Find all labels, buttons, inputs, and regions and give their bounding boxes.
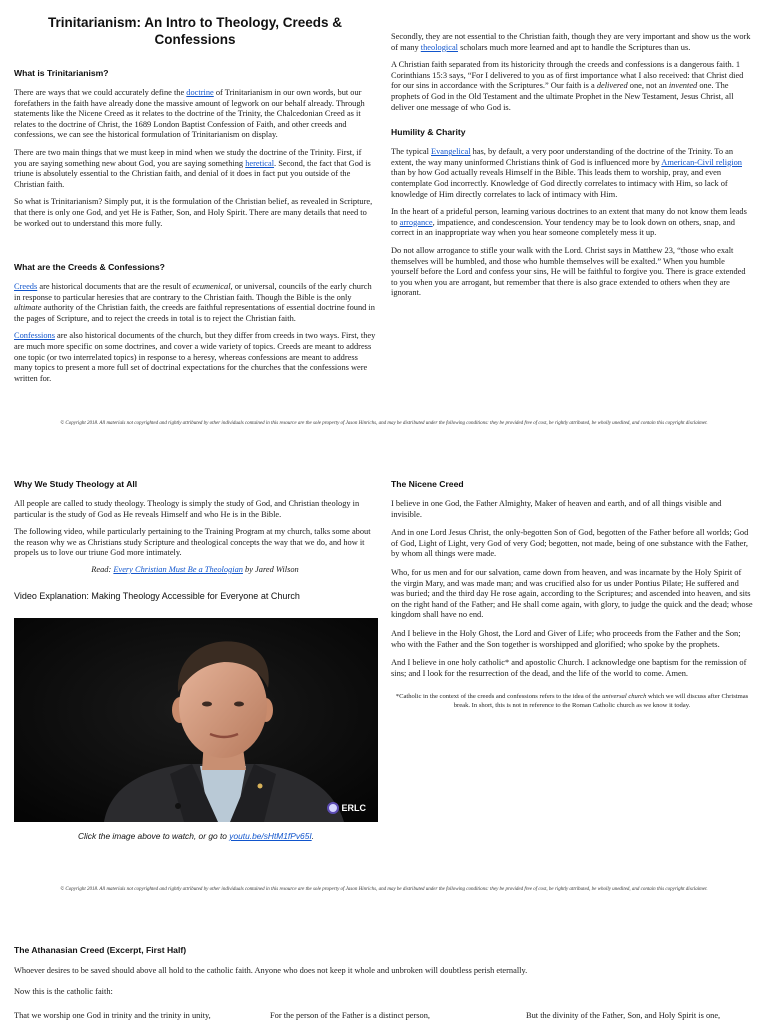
text-run: which we will discuss after Christmas break. In short, this is not in reference to the Roman Catholic church as we know it today. xyxy=(453,693,749,709)
text-run: , impatience, and condescension. Your tendency may be to look down on others, snap, and correct in an inappropriate way when you hear someone completely mess it up. xyxy=(391,217,735,238)
text-run: universal church xyxy=(602,693,647,701)
text-run: scholars much more learned and apt to handle the Scriptures than us. xyxy=(458,42,691,52)
video-link[interactable]: youtu.be/sHtM1fPv65I xyxy=(229,831,312,841)
doctrine-link[interactable]: doctrine xyxy=(186,88,214,97)
paragraph: Now this is the catholic faith: xyxy=(14,986,113,996)
text-run: has, by default, a very poor understanding of the doctrine of the Trinity. To an extent, the way many uninformed Christians think of God is influenced more by xyxy=(391,147,734,167)
paragraph xyxy=(14,148,376,190)
paragraph xyxy=(14,282,376,324)
section-nicene-creed xyxy=(391,479,753,711)
paragraph: Do not allow arrogance to stifle your walk with the Lord. Christ says in Matthew 23, “those who exalt themselves will be humbled, and those who humble themselves will be exalted.” When you humble yourself before the Lord and confess your sins, He will be faithful to forgive you. There is grace extended to you when you are arrogant, but remember that there is also grace extended to others when they are ignorant. xyxy=(391,245,746,298)
text-run: There are two main things that we must keep in mind when we study the doctrine of the Trinity. First, if you are saying something new about God, you are saying something xyxy=(14,147,362,168)
text-run: A Christian faith separated from its historicity through the creeds and confessions is a dangerous faith. 1 Corinthians 15:3 says, “For I delivered to you as of first importance what I also received: that Christ died for our sins in accordance with the Scriptures.” Our faith is a xyxy=(391,60,744,91)
creeds-link[interactable]: Creeds xyxy=(14,282,38,291)
read-recommendation xyxy=(14,565,376,576)
text-run: than by how God actually reveals Himself in the Bible. This leads them to worship, pray, and even contemplate God incorrectly. Knowledge of God directly correlates to intimacy with Him, so lack of knowledge of Him directly correlates to lack of intimacy with Him. xyxy=(391,168,728,199)
paragraph xyxy=(391,60,753,113)
section-heading: What are the Creeds & Confessions? xyxy=(14,262,165,272)
section-creeds-continued xyxy=(391,32,753,299)
erlc-logo xyxy=(327,802,367,814)
section-heading: Why We Study Theology at All xyxy=(14,479,138,489)
text-run: Read: xyxy=(91,564,114,574)
paragraph: I believe in one God, the Father Almighty, Maker of heaven and earth, and of all things visible and invisible. xyxy=(391,499,722,519)
video-title: Video Explanation: Making Theology Accessible for Everyone at Church xyxy=(14,590,300,601)
paragraph xyxy=(391,32,753,53)
text-run: ultimate xyxy=(14,303,42,313)
section-heading: What is Trinitarianism? xyxy=(14,68,109,78)
text-run: are also historical documents of the church, but they differ from creeds in two ways. First, they are much more specific on some doctrines, and cover a wide variety of topics. Creeds are meant to address one topic (or two interrelated topics) in response to a heresy, whereas confessions are meant to address many topics to present a more full set of doctrinal expectations for the churches that the confessions were written for. xyxy=(14,331,376,383)
creed-column-2: For the person of the Father is a distinct person, xyxy=(270,1011,431,1020)
copyright-disclaimer: © Copyright 2018. All materials not copyrighted and rightly attributed by other individuals contained in this resource are the sole property of Jason Hinrichs, and may be distributed under the following conditions: they be provided free of cost, be rightly attributed, be wholly unedited, and contain this copyright disclaimer. xyxy=(60,421,708,426)
logo-mark-icon xyxy=(327,802,339,814)
creed-column-3: But the divinity of the Father, Son, and Holy Spirit is one, xyxy=(526,1011,721,1020)
paragraph: And in one Lord Jesus Christ, the only-begotten Son of God, begotten of the Father before all worlds; God of God, Light of Light, very God of very God; begotten, not made, being of one substance with the Father, by whom all things were made. xyxy=(391,528,749,559)
evangelical-link[interactable]: Evangelical xyxy=(431,147,471,157)
paragraph xyxy=(391,147,753,200)
paragraph: Who, for us men and for our salvation, came down from heaven, and was incarnate by the Holy Spirit of the virgin Mary, and was made man; and was crucified also for us under Pontius Pilate; He suffered and was buried; and the third day He rose again, according to the Scriptures; and ascended into heaven, and sits on the right hand of the Father; and He shall come again, with glory, to judge the quick and the dead; whose kingdom shall have no end. xyxy=(391,567,753,620)
text-run: The typical xyxy=(391,147,431,157)
text-run: by Jared Wilson xyxy=(242,564,299,574)
text-run: ecumenical xyxy=(192,282,231,291)
section-why-theology xyxy=(14,479,376,601)
text-run: . xyxy=(311,831,315,841)
paragraph: And I believe in one holy catholic* and apostolic Church. I acknowledge one baptism for the remission of sins; and I look for the resurrection of the dead, and the life of the world to come. Amen. xyxy=(391,658,747,678)
section-heading: The Athanasian Creed (Excerpt, First Half) xyxy=(14,945,187,955)
paragraph xyxy=(14,88,376,141)
page-title: Trinitarianism: An Intro to Theology, Creeds & Confessions xyxy=(47,15,343,47)
text-run: one. The prophets of God in the Old Testament and the ultimate Prophet in the New Testament, Jesus Christ, all deliver one message of who God is. xyxy=(391,81,734,112)
arrogance-link[interactable]: arrogance xyxy=(399,217,433,227)
text-run: Click the image above to watch, or go to xyxy=(77,831,230,841)
section-heading: The Nicene Creed xyxy=(391,479,464,489)
creed-column-1: That we worship one God in trinity and the trinity in unity, xyxy=(14,1011,211,1020)
video-caption xyxy=(14,831,378,842)
paragraph: All people are called to study theology. Theology is simply the study of God, and Christian theology in particular is the study of God as He reveals Himself and who He is in the Bible. xyxy=(14,499,360,519)
video-thumbnail[interactable] xyxy=(14,618,378,822)
confessions-link[interactable]: Confessions xyxy=(14,331,55,341)
text-run: of Trinitarianism in our own words, but our forefathers in the faith have already done the massive amount of legwork on our behalf already. Through statements like the Nicene Creed as it relates to the doctrine of the Trinity, the Chalcedonian Creed as it relates to the doctrine of Christ, the 1689 London Baptist Confession of Faith, and other creeds and confessions, we can see the historical formulation of Trinitarianism on display. xyxy=(14,88,365,140)
text-run: . Second, the fact that God is triune is absolutely essential to the Christian faith, and denial of it does in fact put you outside of the Christian faith. xyxy=(14,158,371,189)
text-run: authority of the Christian faith, the creeds are faithful representations of essential doctrine found in the pages of Scripture, and to reject the creeds in total is to reject the Christian faith. xyxy=(14,303,375,323)
text-run: *Catholic in the context of the creeds and confessions refers to the idea of the xyxy=(395,693,603,701)
text-run: In the heart of a prideful person, learning various doctrines to an extent that many do not know them leads to xyxy=(391,207,747,227)
text-run: Secondly, they are not essential to the Christian faith, though they are very important and show us the work of many xyxy=(391,32,751,52)
paragraph: And I believe in the Holy Ghost, the Lord and Giver of Life; who proceeds from the Father and the Son; who with the Father and the Son together is worshipped and glorified; who spoke by the prophets. xyxy=(391,628,741,649)
theologian-article-link[interactable]: Every Christian Must Be a Theologian xyxy=(113,564,243,574)
paragraph: The following video, while particularly pertaining to the Training Program at my church, talks some about the reason why we as Christians study Scripture and theological concepts the way that we do, and how it propels us to love our triune God more intimately. xyxy=(14,527,371,558)
text-run: are historical documents that are the result of xyxy=(37,282,193,291)
paragraph xyxy=(391,207,753,239)
american-civil-religion-link[interactable]: American-Civil religion xyxy=(661,157,742,167)
section-athanasian-creed xyxy=(14,945,754,997)
section-heading: Humility & Charity xyxy=(391,127,466,138)
copyright-disclaimer: © Copyright 2018. All materials not copyrighted and rightly attributed by other individuals contained in this resource are the sole property of Jason Hinrichs, and may be distributed under the following conditions: they be provided free of cost, be rightly attributed, be wholly unedited, and contain this copyright disclaimer. xyxy=(60,887,708,892)
section-creeds-confessions xyxy=(14,262,376,384)
paragraph: Whoever desires to be saved should above all hold to the catholic faith. Anyone who does not keep it whole and unbroken will doubtless perish eternally. xyxy=(14,966,528,975)
text-run: delivered xyxy=(596,81,628,91)
heretical-link[interactable]: heretical xyxy=(245,158,275,168)
section-trinitarianism xyxy=(14,68,376,229)
text-run: , or universal, councils of the early church in response to particular heresies that are contrary to the Christian faith. Though the Bible is the only xyxy=(14,282,372,302)
speaker-image xyxy=(14,618,378,822)
text-run: one, not an xyxy=(627,81,669,91)
paragraph xyxy=(14,331,376,384)
paragraph: So what is Trinitarianism? Simply put, it is the formulation of the Christian belief, as revealed in Scripture, that there is only one God, and yet He is Father, Son, and Holy Spirit. There are many details that need to be worked out to understand this more fully. xyxy=(14,197,373,228)
footnote xyxy=(391,693,753,710)
theological-link[interactable]: theological xyxy=(420,42,458,52)
text-run: There are ways that we could accurately define the xyxy=(14,88,187,97)
text-run: invented xyxy=(668,81,698,91)
logo-text: ERLC xyxy=(341,803,366,813)
